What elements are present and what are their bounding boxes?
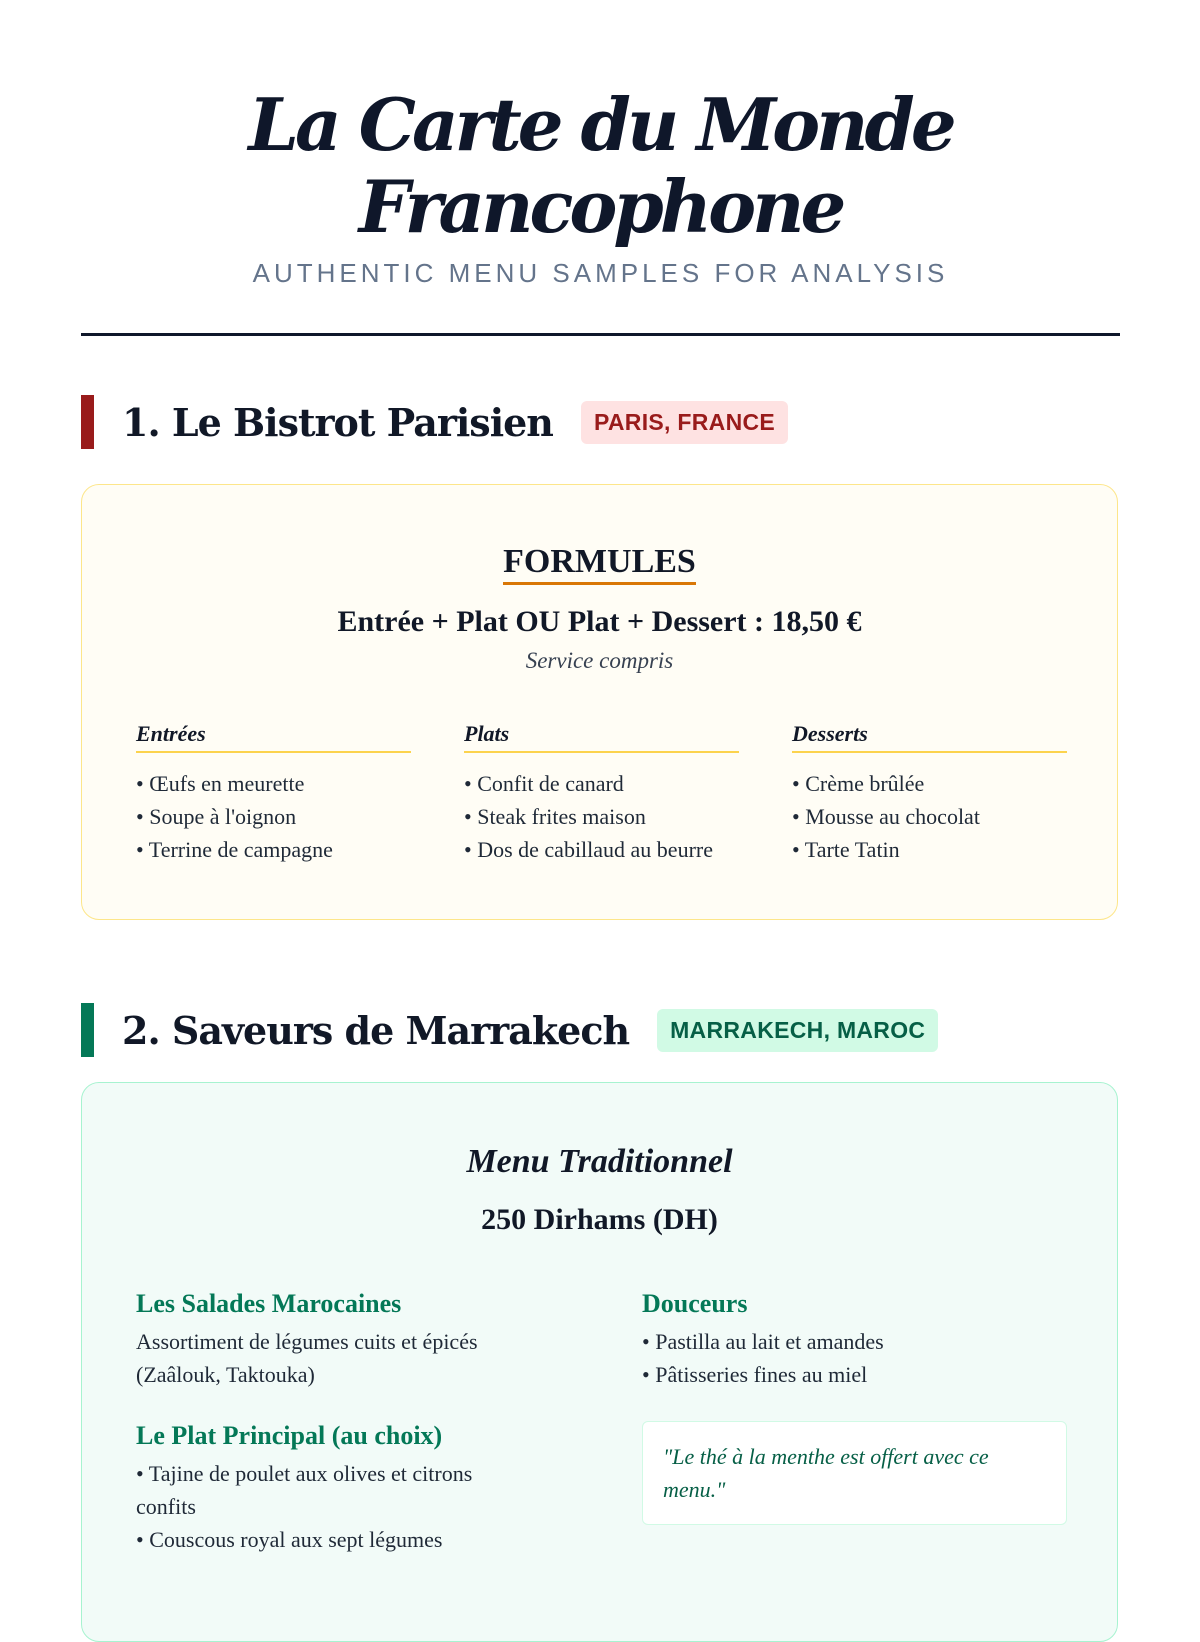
formule-note: Service compris (525, 648, 674, 673)
formules-heading-text: FORMULES (503, 543, 696, 585)
formule-price: Entrée + Plat OU Plat + Dessert : 18,50 € (337, 605, 862, 638)
section-accent-bar (81, 395, 94, 449)
menu-card-bistrot (81, 484, 1118, 920)
course-column-heading: Plats (464, 721, 739, 753)
menu-item: • Mousse au chocolat (792, 804, 980, 829)
menu-item: • Tajine de poulet aux olives et citrons confits (136, 1461, 473, 1519)
tea-note: "Le thé à la menthe est offert avec ce menu." (642, 1421, 1067, 1525)
menu-item: • Terrine de campagne (136, 837, 333, 862)
page-title (81, 84, 1120, 248)
menu-right-column (642, 1289, 1067, 1525)
menu-item: • Pastilla au lait et amandes (642, 1329, 884, 1354)
menu-left-column (136, 1289, 536, 1556)
formules-heading (82, 545, 1117, 579)
course-column-desserts (792, 721, 1067, 866)
course-column-plats (464, 721, 739, 866)
menu-item: • Steak frites maison (464, 804, 646, 829)
menu-item: • Tarte Tatin (792, 837, 900, 862)
section-heading-marrakech (81, 1003, 938, 1057)
section-title: 2. Saveurs de Marrakech (122, 1007, 630, 1053)
menu-item: • Confit de canard (464, 771, 624, 796)
course-column-heading: Entrées (136, 721, 411, 753)
section-heading-bistrot (81, 395, 788, 449)
salads-description: Assortiment de légumes cuits et épicés (Zaâlouk, Taktouka) (136, 1329, 478, 1387)
location-badge: MARRAKECH, MAROC (657, 1009, 938, 1052)
menu-item: • Pâtisseries fines au miel (642, 1362, 868, 1387)
location-badge: PARIS, FRANCE (581, 401, 788, 444)
course-column-heading: Desserts (792, 721, 1067, 753)
menu-item: • Crème brûlée (792, 771, 925, 796)
menu-item: • Dos de cabillaud au beurre (464, 837, 713, 862)
menu-item: • Œufs en meurette (136, 771, 305, 796)
title-line-2: Francophone (358, 164, 843, 249)
menu-price: 250 Dirhams (DH) (481, 1203, 718, 1236)
menu-item: • Couscous royal aux sept légumes (136, 1527, 443, 1552)
menu-title: Menu Traditionnel (466, 1143, 733, 1180)
salads-heading: Les Salades Marocaines (136, 1289, 402, 1318)
course-column-entrees (136, 721, 411, 866)
section-accent-bar (81, 1003, 94, 1057)
header-divider (81, 333, 1120, 336)
menu-item: • Soupe à l'oignon (136, 804, 297, 829)
title-line-1: La Carte du Monde (248, 82, 953, 167)
section-title: 1. Le Bistrot Parisien (122, 399, 553, 445)
menu-card-marrakech (81, 1082, 1118, 1642)
page-subtitle: AUTHENTIC MENU SAMPLES FOR ANALYSIS (252, 258, 949, 288)
desserts-heading: Douceurs (642, 1289, 748, 1318)
main-course-heading: Le Plat Principal (au choix) (136, 1421, 443, 1450)
